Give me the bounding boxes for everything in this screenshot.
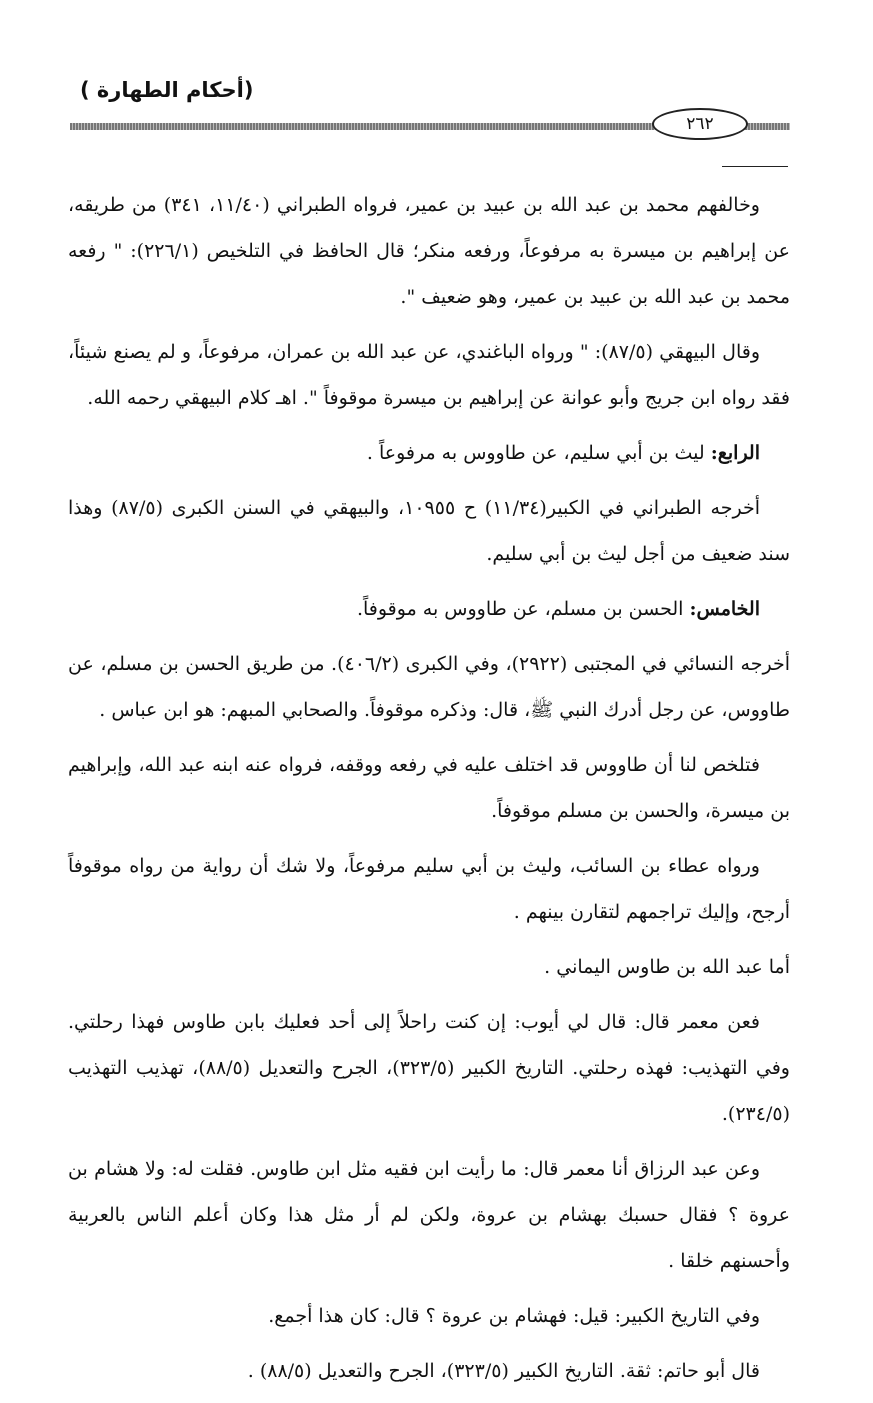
paragraph: وعن عبد الرزاق أنا معمر قال: ما رأيت ابن فقيه مثل ابن طاوس. فقلت له: ولا هشام بن عروة ؟ فقال حسبك بهشام بن عروة، ولكن لم أر مثل هذا وكان أعلم الناس بالعربية وأحسنهم خلقا . (68, 1158, 790, 1272)
page-number: ٢٦٢ (652, 108, 748, 140)
paragraph: ورواه عطاء بن السائب، وليث بن أبي سليم مرفوعاً، ولا شك أن رواية من رواه موقوفاً أرجح، وإليك تراجمهم لتقارن بينهم . (68, 855, 790, 923)
paragraph: أخرجه النسائي في المجتبى (٢٩٢٢)، وفي الكبرى (٤٠٦/٢). من طريق الحسن بن مسلم، عن طاووس، عن رجل أدرك النبي ﷺ، قال: وذكره موقوفاً. والصحابي المبهم: هو ابن عباس . (68, 653, 790, 721)
paragraph: فعن معمر قال: قال لي أيوب: إن كنت راحلاً إلى أحد فعليك بابن طاوس فهذا رحلتي. وفي التهذيب: فهذه رحلتي. التاريخ الكبير (٣٢٣/٥)، الجرح والتعديل (٨٨/٥)، تهذيب التهذيب (٢٣٤/٥). (68, 1011, 790, 1125)
paragraph: قال أبو حاتم: ثقة. التاريخ الكبير (٣٢٣/٥)، الجرح والتعديل (٨٨/٥) . (247, 1360, 760, 1382)
paragraph-text: الحسن بن مسلم، عن طاووس به موقوفاً. (356, 598, 690, 620)
paragraph: وخالفهم محمد بن عبد الله بن عبيد بن عمير، فرواه الطبراني (١١/٤٠، ٣٤١) من طريقه، عن إبراهيم بن ميسرة به مرفوعاً، ورفعه منكر؛ قال الحافظ في التلخيص (٢٢٦/١): " رفعه محمد بن عبد الله بن عبيد بن عمير، وهو ضعيف ". (68, 194, 790, 308)
paragraph (68, 430, 790, 476)
page-header (70, 78, 790, 138)
paragraph: فتلخص لنا أن طاووس قد اختلف عليه في رفعه ووقفه، فرواه عنه ابنه عبد الله، وإبراهيم بن ميسرة، والحسن بن مسلم موقوفاً. (68, 754, 790, 822)
paragraph: وقال البيهقي (٨٧/٥): " ورواه الباغندي، عن عبد الله بن عمران، مرفوعاً، و لم يصنع شيئاً، فقد رواه ابن جريج وأبو عوانة عن إبراهيم بن ميسرة موقوفاً ". اهـ كلام البيهقي رحمه الله. (68, 341, 790, 409)
paragraph (68, 586, 790, 632)
paragraph-text: ليث بن أبي سليم، عن طاووس به مرفوعاً . (366, 442, 711, 464)
paragraph: أما عبد الله بن طاوس اليماني . (544, 956, 790, 978)
page-body (68, 182, 790, 1403)
paragraph-lead: الخامس: (689, 598, 760, 620)
separator-line (722, 166, 788, 167)
paragraph: وفي التاريخ الكبير: قيل: فهشام بن عروة ؟ قال: كان هذا أجمع. (268, 1305, 760, 1327)
book-title: (أحكام الطهارة ) (80, 78, 254, 102)
paragraph-lead: الرابع: (710, 442, 760, 464)
paragraph: أخرجه الطبراني في الكبير(١١/٣٤) ح ١٠٩٥٥، والبيهقي في السنن الكبرى (٨٧/٥) وهذا سند ضعيف من أجل ليث بن أبي سليم. (68, 497, 790, 565)
